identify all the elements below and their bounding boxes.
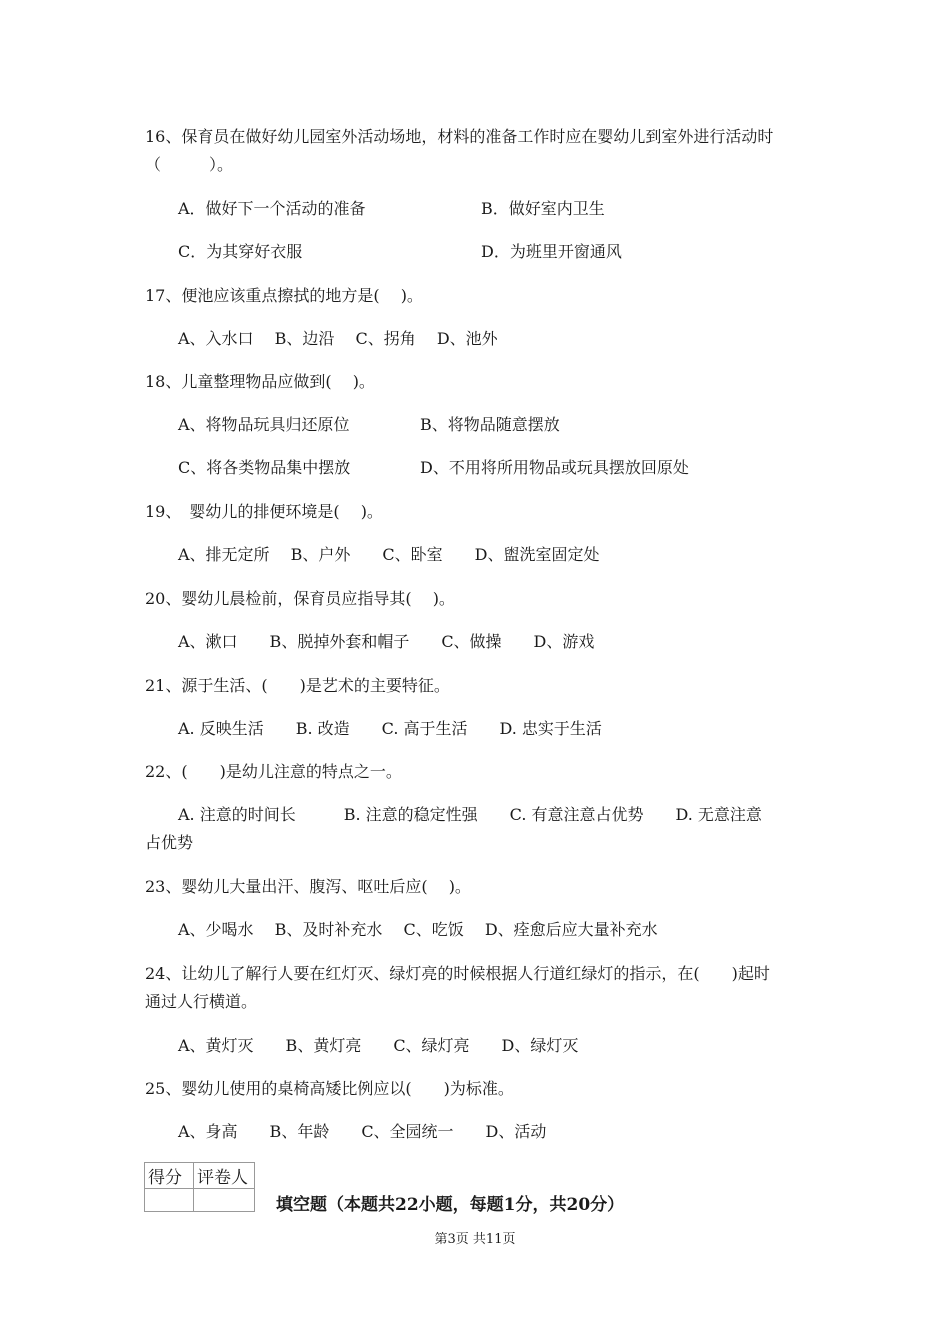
question-18-option-b: B、将物品随意摆放: [420, 415, 560, 434]
question-16-stem-cont: （ ）。: [145, 155, 234, 174]
question-22-options-cont: 占优势: [145, 833, 194, 852]
question-19-options: A、排无定所 B、户外 C、卧室 D、盥洗室固定处: [178, 545, 600, 564]
grader-cell: [194, 1189, 255, 1212]
question-24-options: A、黄灯灭 B、黄灯亮 C、绿灯亮 D、绿灯灭: [178, 1036, 579, 1055]
question-16-option-b: B．做好室内卫生: [481, 199, 605, 218]
score-table: [144, 1162, 255, 1212]
score-cell: [145, 1189, 194, 1212]
question-25-options: A、身高 B、年龄 C、全园统一 D、活动: [178, 1122, 547, 1141]
section-title: 填空题（本题共22小题，每题1分，共20分）: [276, 1195, 625, 1215]
page-footer: 第3页 共11页: [434, 1232, 516, 1247]
question-22-stem: 22、( )是幼儿注意的特点之一。: [145, 762, 402, 781]
question-18-stem: 18、儿童整理物品应做到( )。: [145, 372, 375, 391]
question-16-option-d: D．为班里开窗通风: [481, 242, 622, 261]
question-19-stem: 19、 婴幼儿的排便环境是( )。: [145, 502, 383, 521]
question-20-options: A、漱口 B、脱掉外套和帽子 C、做操 D、游戏: [178, 632, 595, 651]
question-16-option-c: C．为其穿好衣服: [178, 242, 303, 261]
question-17-stem: 17、便池应该重点擦拭的地方是( )。: [145, 286, 423, 305]
question-24-stem-cont: 通过人行横道。: [145, 992, 258, 1011]
question-21-options: A. 反映生活 B. 改造 C. 高于生活 D. 忠实于生活: [178, 719, 602, 738]
question-18-option-a: A、将物品玩具归还原位: [178, 415, 350, 434]
question-24-stem: 24、让幼儿了解行人要在红灯灭、绿灯亮的时候根据人行道红绿灯的指示，在( )起时: [145, 964, 770, 983]
question-17-options: A、入水口 B、边沿 C、拐角 D、池外: [178, 329, 498, 348]
question-16-stem: 16、保育员在做好幼儿园室外活动场地，材料的准备工作时应在婴幼儿到室外进行活动时: [145, 127, 774, 146]
grader-label: 评卷人: [194, 1163, 255, 1189]
question-18-option-c: C、将各类物品集中摆放: [178, 458, 351, 477]
question-23-options: A、少喝水 B、及时补充水 C、吃饭 D、痊愈后应大量补充水: [178, 920, 658, 939]
question-22-options: A. 注意的时间长 B. 注意的稳定性强 C. 有意注意占优势 D. 无意注意: [178, 805, 762, 824]
question-20-stem: 20、婴幼儿晨检前，保育员应指导其( )。: [145, 589, 455, 608]
score-label: 得分: [145, 1163, 194, 1189]
question-21-stem: 21、源于生活、( )是艺术的主要特征。: [145, 676, 450, 695]
question-18-option-d: D、不用将所用物品或玩具摆放回原处: [420, 458, 689, 477]
question-25-stem: 25、婴幼儿使用的桌椅高矮比例应以( )为标准。: [145, 1079, 514, 1098]
question-16-option-a: A．做好下一个活动的准备: [178, 199, 366, 218]
question-23-stem: 23、婴幼儿大量出汗、腹泻、呕吐后应( )。: [145, 877, 471, 896]
